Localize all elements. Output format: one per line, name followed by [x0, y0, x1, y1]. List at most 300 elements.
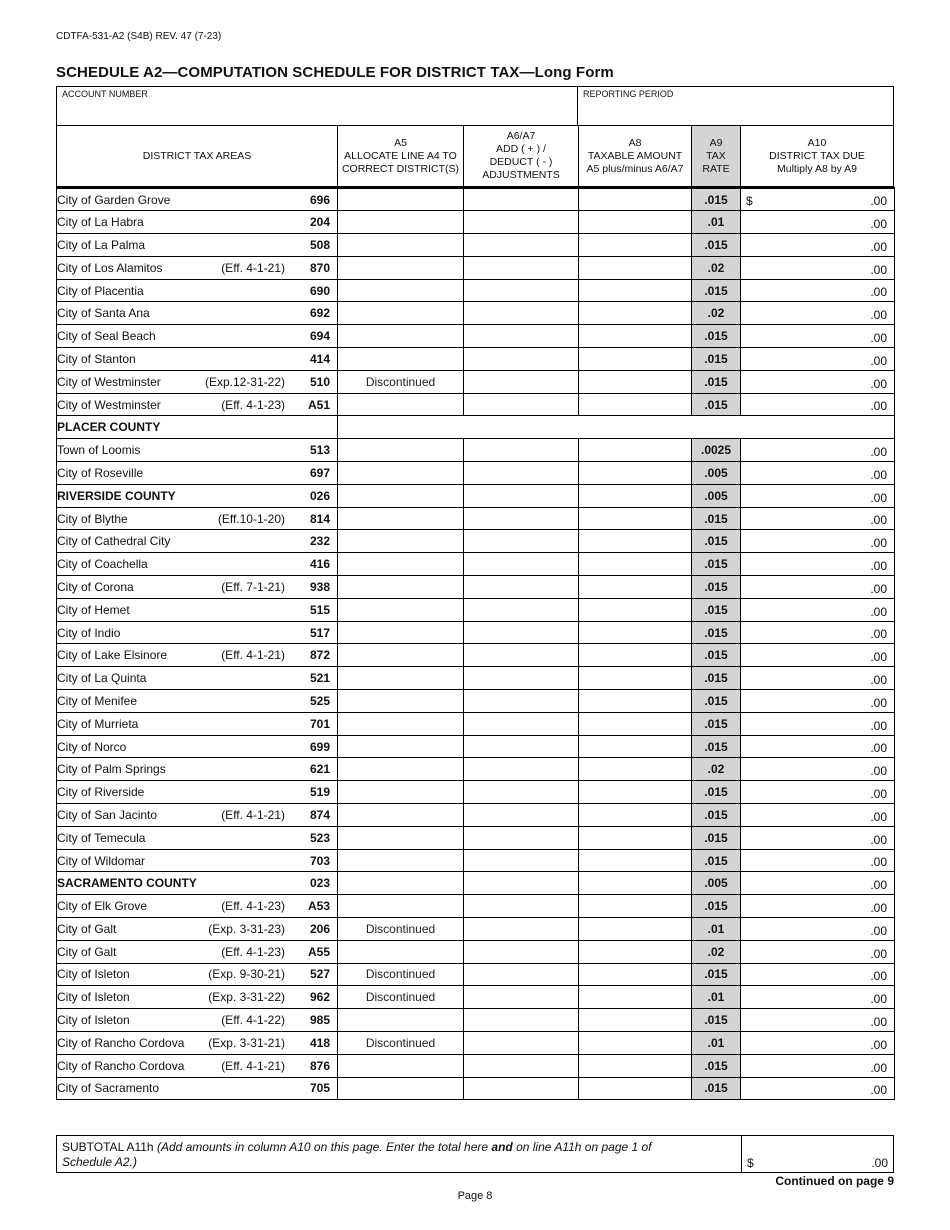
a5-cell[interactable]: Discontinued — [338, 986, 464, 1009]
col-header-areas: DISTRICT TAX AREAS — [56, 125, 338, 187]
a5-cell[interactable] — [338, 1054, 464, 1077]
a8-cell[interactable] — [579, 1054, 692, 1077]
tax-rate: .02 — [692, 302, 741, 325]
district-code: 874 — [309, 807, 330, 822]
tax-rate: .015 — [692, 644, 741, 667]
a10-cell[interactable] — [741, 712, 895, 735]
a5-cell[interactable]: Discontinued — [338, 1031, 464, 1054]
a10-cell[interactable] — [741, 918, 895, 941]
a8-cell[interactable] — [579, 872, 692, 895]
subtotal-box — [56, 1135, 894, 1173]
a5-cell[interactable] — [338, 872, 464, 895]
a10-cell[interactable] — [741, 348, 895, 371]
district-name: City of Hemet — [57, 602, 130, 617]
a5-cell[interactable] — [338, 211, 464, 234]
table-row — [57, 1054, 895, 1077]
tax-rate: .015 — [692, 804, 741, 827]
a8-cell[interactable] — [579, 690, 692, 713]
district-tax-table — [56, 187, 895, 1100]
district-code: 621 — [309, 762, 330, 777]
a10-cell[interactable] — [741, 621, 895, 644]
a10-cell[interactable] — [741, 530, 895, 553]
a6a7-cell[interactable] — [464, 302, 579, 325]
a5-cell[interactable] — [338, 302, 464, 325]
table-row — [57, 963, 895, 986]
cents: .00 — [870, 741, 887, 756]
district-code: 876 — [309, 1058, 330, 1073]
district-name-cell — [57, 553, 338, 576]
a8-cell[interactable] — [579, 370, 692, 393]
a10-cell[interactable] — [741, 644, 895, 667]
district-name-cell — [57, 256, 338, 279]
a10-cell[interactable] — [741, 598, 895, 621]
a6a7-cell[interactable] — [464, 484, 579, 507]
cents: .00 — [870, 673, 887, 688]
a5-cell[interactable]: Discontinued — [338, 370, 464, 393]
tax-rate: .005 — [692, 462, 741, 485]
table-row — [57, 621, 895, 644]
form-number: CDTFA-531-A2 (S4B) REV. 47 (7-23) — [56, 31, 222, 42]
table-row — [57, 895, 895, 918]
a10-cell[interactable] — [741, 1009, 895, 1032]
a10-cell[interactable] — [741, 690, 895, 713]
a8-cell[interactable] — [579, 325, 692, 348]
cents: .00 — [870, 239, 887, 254]
cents: .00 — [870, 285, 887, 300]
a10-cell[interactable] — [741, 484, 895, 507]
district-name: City of Seal Beach — [57, 329, 156, 344]
district-code: 414 — [309, 351, 330, 366]
a6a7-cell[interactable] — [464, 1077, 579, 1100]
tax-rate: .015 — [692, 735, 741, 758]
a5-cell[interactable] — [338, 644, 464, 667]
a5-cell[interactable] — [338, 940, 464, 963]
subtotal-amount-field[interactable] — [741, 1136, 895, 1173]
district-name: City of Norco — [57, 739, 127, 754]
a5-cell[interactable] — [338, 1009, 464, 1032]
district-name: City of Santa Ana — [57, 306, 150, 321]
table-row — [57, 234, 895, 257]
tax-rate: .01 — [692, 1031, 741, 1054]
a6a7-cell[interactable] — [464, 576, 579, 599]
district-code: 523 — [309, 830, 330, 845]
a10-cell[interactable] — [741, 986, 895, 1009]
a10-cell[interactable] — [741, 507, 895, 530]
table-row — [57, 1077, 895, 1100]
table-row — [57, 986, 895, 1009]
a10-cell[interactable] — [741, 963, 895, 986]
cents: .00 — [870, 969, 887, 984]
a10-cell[interactable] — [741, 1031, 895, 1054]
a6a7-cell[interactable] — [464, 507, 579, 530]
a8-cell[interactable] — [579, 348, 692, 371]
dollar-sign: $ — [746, 194, 753, 208]
district-code: 705 — [309, 1081, 330, 1096]
a5-cell[interactable] — [338, 279, 464, 302]
a10-cell[interactable] — [741, 826, 895, 849]
district-name-cell — [57, 1077, 338, 1100]
district-name: City of Los Alamitos — [57, 260, 163, 275]
table-row — [57, 735, 895, 758]
a6a7-cell[interactable] — [464, 895, 579, 918]
cents: .00 — [870, 650, 887, 665]
district-name: City of Elk Grove — [57, 899, 148, 914]
a8-cell[interactable] — [579, 393, 692, 416]
district-name: City of Galt — [57, 921, 117, 936]
table-row — [57, 393, 895, 416]
a8-cell[interactable] — [579, 188, 692, 211]
district-name: City of Placentia — [57, 283, 144, 298]
district-name: City of La Quinta — [57, 671, 147, 686]
a8-cell[interactable] — [579, 553, 692, 576]
a6a7-cell[interactable] — [464, 667, 579, 690]
district-name-cell — [57, 849, 338, 872]
cents: .00 — [870, 308, 887, 323]
a10-cell[interactable] — [741, 804, 895, 827]
a8-cell[interactable] — [579, 302, 692, 325]
a5-cell[interactable] — [338, 667, 464, 690]
district-name: City of Westminster — [57, 374, 161, 389]
district-name-cell — [57, 940, 338, 963]
a5-cell[interactable] — [338, 530, 464, 553]
table-row — [57, 256, 895, 279]
section-row — [57, 872, 895, 895]
district-name-cell — [57, 484, 338, 507]
tax-rate: .015 — [692, 530, 741, 553]
a8-cell[interactable] — [579, 598, 692, 621]
district-code: 690 — [309, 283, 330, 298]
cents: .00 — [870, 376, 887, 391]
a6a7-cell[interactable] — [464, 826, 579, 849]
effective-date: (Exp. 9-30-21) — [208, 967, 285, 982]
a8-cell[interactable] — [579, 507, 692, 530]
a5-cell[interactable] — [338, 439, 464, 462]
tax-rate: .015 — [692, 393, 741, 416]
a8-cell[interactable] — [579, 804, 692, 827]
district-name-cell — [57, 507, 338, 530]
district-code: 938 — [309, 579, 330, 594]
district-name-cell — [57, 439, 338, 462]
a5-cell[interactable] — [338, 598, 464, 621]
district-name-cell — [57, 302, 338, 325]
a5-cell[interactable] — [338, 462, 464, 485]
a6a7-cell[interactable] — [464, 758, 579, 781]
cents: .00 — [870, 1037, 887, 1052]
district-name-cell — [57, 690, 338, 713]
tax-rate: .015 — [692, 598, 741, 621]
a8-cell[interactable] — [579, 781, 692, 804]
a10-cell[interactable] — [741, 302, 895, 325]
a8-cell[interactable] — [579, 256, 692, 279]
district-code: 206 — [309, 921, 330, 936]
a6a7-cell[interactable] — [464, 872, 579, 895]
district-code: 026 — [309, 488, 330, 503]
table-row — [57, 439, 895, 462]
cents: .00 — [870, 513, 887, 528]
a10-cell[interactable] — [741, 211, 895, 234]
a8-cell[interactable] — [579, 1009, 692, 1032]
a5-cell[interactable] — [338, 621, 464, 644]
effective-date: (Eff. 4-1-23) — [221, 944, 285, 959]
a5-cell[interactable] — [338, 690, 464, 713]
cents: .00 — [870, 1083, 887, 1098]
district-name-cell — [57, 462, 338, 485]
a8-cell[interactable] — [579, 735, 692, 758]
a6a7-cell[interactable] — [464, 849, 579, 872]
table-row — [57, 940, 895, 963]
cents: .00 — [870, 923, 887, 938]
continued-note: Continued on page 9 — [775, 1174, 894, 1188]
a6a7-cell[interactable] — [464, 963, 579, 986]
a6a7-cell[interactable] — [464, 621, 579, 644]
a5-cell[interactable] — [338, 781, 464, 804]
a6a7-cell[interactable] — [464, 188, 579, 211]
a5-cell[interactable] — [338, 393, 464, 416]
cents: .00 — [870, 718, 887, 733]
subtotal-dollar-sign: $ — [747, 1156, 754, 1170]
a10-cell[interactable] — [741, 940, 895, 963]
a8-cell[interactable] — [579, 530, 692, 553]
table-row — [57, 507, 895, 530]
tax-rate: .015 — [692, 234, 741, 257]
a8-cell[interactable] — [579, 279, 692, 302]
table-row — [57, 644, 895, 667]
district-code: 697 — [309, 465, 330, 480]
a8-cell[interactable] — [579, 1077, 692, 1100]
district-code: 696 — [309, 192, 330, 207]
district-code: 232 — [309, 534, 330, 549]
a6a7-cell[interactable] — [464, 1009, 579, 1032]
a8-cell[interactable] — [579, 963, 692, 986]
a8-cell[interactable] — [579, 849, 692, 872]
district-code: 701 — [309, 716, 330, 731]
district-name: City of Temecula — [57, 830, 146, 845]
district-code: 699 — [309, 739, 330, 754]
a10-cell[interactable] — [741, 325, 895, 348]
a6a7-cell[interactable] — [464, 781, 579, 804]
col-header-a5: A5 ALLOCATE LINE A4 TO CORRECT DISTRICT(S) — [337, 125, 464, 187]
a5-cell[interactable] — [338, 895, 464, 918]
a5-cell[interactable] — [338, 735, 464, 758]
a6a7-cell[interactable] — [464, 1054, 579, 1077]
a6a7-cell[interactable] — [464, 279, 579, 302]
a6a7-cell[interactable] — [464, 393, 579, 416]
table-row — [57, 849, 895, 872]
tax-rate: .015 — [692, 781, 741, 804]
a10-cell[interactable] — [741, 439, 895, 462]
a10-cell[interactable] — [741, 872, 895, 895]
a5-cell[interactable] — [338, 348, 464, 371]
tax-rate: .015 — [692, 1009, 741, 1032]
district-code: A55 — [307, 944, 330, 959]
a10-cell[interactable] — [741, 234, 895, 257]
district-name-cell — [57, 279, 338, 302]
a10-cell[interactable] — [741, 1054, 895, 1077]
district-name-cell — [57, 234, 338, 257]
a6a7-cell[interactable] — [464, 644, 579, 667]
a10-cell[interactable] — [741, 1077, 895, 1100]
a8-cell[interactable] — [579, 211, 692, 234]
district-name-cell — [57, 895, 338, 918]
a8-cell[interactable] — [579, 234, 692, 257]
a8-cell[interactable] — [579, 986, 692, 1009]
effective-date: (Eff. 4-1-22) — [221, 1013, 285, 1028]
a10-cell[interactable] — [741, 667, 895, 690]
a5-cell[interactable]: Discontinued — [338, 918, 464, 941]
a8-cell[interactable] — [579, 712, 692, 735]
table-row — [57, 1009, 895, 1032]
cents: .00 — [870, 559, 887, 574]
effective-date: (Exp.12-31-22) — [204, 374, 285, 389]
a6a7-cell[interactable] — [464, 530, 579, 553]
district-name-cell — [57, 804, 338, 827]
district-name: City of Indio — [57, 625, 121, 640]
a6a7-cell[interactable] — [464, 986, 579, 1009]
tax-rate: .015 — [692, 1054, 741, 1077]
a5-cell[interactable] — [338, 849, 464, 872]
cents: .00 — [870, 536, 887, 551]
a6a7-cell[interactable] — [464, 370, 579, 393]
a5-cell[interactable] — [338, 712, 464, 735]
section-heading: PLACER COUNTY — [57, 416, 338, 439]
section-row — [57, 416, 895, 439]
a5-cell[interactable] — [338, 576, 464, 599]
cents: .00 — [870, 764, 887, 779]
a5-cell[interactable] — [338, 484, 464, 507]
a10-cell[interactable] — [741, 849, 895, 872]
cents: .00 — [870, 399, 887, 414]
account-number-label: ACCOUNT NUMBER — [62, 89, 148, 99]
a8-cell[interactable] — [579, 918, 692, 941]
a5-cell[interactable] — [338, 256, 464, 279]
reporting-period-field[interactable] — [577, 86, 894, 126]
col-header-a8: A8 TAXABLE AMOUNT A5 plus/minus A6/A7 — [578, 125, 692, 187]
a10-cell[interactable] — [741, 781, 895, 804]
a8-cell[interactable] — [579, 576, 692, 599]
a6a7-cell[interactable] — [464, 712, 579, 735]
a6a7-cell[interactable] — [464, 439, 579, 462]
a6a7-cell[interactable] — [464, 211, 579, 234]
a5-cell[interactable] — [338, 325, 464, 348]
district-name: City of Isleton — [57, 1013, 130, 1028]
district-name: City of Riverside — [57, 785, 145, 800]
a8-cell[interactable] — [579, 1031, 692, 1054]
page-number: Page 8 — [457, 1190, 493, 1202]
a8-cell[interactable] — [579, 462, 692, 485]
a6a7-cell[interactable] — [464, 234, 579, 257]
a8-cell[interactable] — [579, 826, 692, 849]
a5-cell[interactable] — [338, 188, 464, 211]
a8-cell[interactable] — [579, 940, 692, 963]
cents: .00 — [870, 262, 887, 277]
a8-cell[interactable] — [579, 621, 692, 644]
a8-cell[interactable] — [579, 484, 692, 507]
a8-cell[interactable] — [579, 644, 692, 667]
a6a7-cell[interactable] — [464, 940, 579, 963]
table-row — [57, 690, 895, 713]
a5-cell[interactable] — [338, 553, 464, 576]
district-name: RIVERSIDE COUNTY — [57, 488, 176, 503]
a8-cell[interactable] — [579, 439, 692, 462]
district-name: City of La Habra — [57, 215, 144, 230]
district-name-cell — [57, 781, 338, 804]
a5-cell[interactable] — [338, 1077, 464, 1100]
a6a7-cell[interactable] — [464, 690, 579, 713]
a8-cell[interactable] — [579, 667, 692, 690]
table-row — [57, 712, 895, 735]
district-code: 703 — [309, 853, 330, 868]
district-name: City of Palm Springs — [57, 762, 166, 777]
a6a7-cell[interactable] — [464, 553, 579, 576]
a6a7-cell[interactable] — [464, 1031, 579, 1054]
district-name-cell — [57, 872, 338, 895]
a10-cell[interactable] — [741, 758, 895, 781]
a5-cell[interactable] — [338, 758, 464, 781]
a10-cell[interactable] — [741, 279, 895, 302]
a10-cell[interactable] — [741, 462, 895, 485]
a5-cell[interactable] — [338, 507, 464, 530]
table-row — [57, 325, 895, 348]
a6a7-cell[interactable] — [464, 735, 579, 758]
a6a7-cell[interactable] — [464, 918, 579, 941]
a6a7-cell[interactable] — [464, 598, 579, 621]
a10-cell[interactable] — [741, 256, 895, 279]
effective-date: (Eff. 7-1-21) — [221, 579, 285, 594]
a10-cell[interactable] — [741, 576, 895, 599]
district-name-cell — [57, 530, 338, 553]
table-row — [57, 553, 895, 576]
a10-cell[interactable] — [741, 735, 895, 758]
a8-cell[interactable] — [579, 895, 692, 918]
district-name-cell — [57, 348, 338, 371]
district-name-cell — [57, 211, 338, 234]
cents: .00 — [870, 832, 887, 847]
a5-cell[interactable] — [338, 804, 464, 827]
a10-cell[interactable] — [741, 188, 895, 211]
a6a7-cell[interactable] — [464, 348, 579, 371]
a10-cell[interactable] — [741, 553, 895, 576]
account-number-field[interactable] — [56, 86, 578, 126]
effective-date: (Eff. 4-1-23) — [221, 899, 285, 914]
tax-rate: .015 — [692, 895, 741, 918]
district-code: 872 — [309, 648, 330, 663]
tax-rate: .015 — [692, 507, 741, 530]
a8-cell[interactable] — [579, 758, 692, 781]
district-code: 694 — [309, 329, 330, 344]
page-title: SCHEDULE A2—COMPUTATION SCHEDULE FOR DISTRICT TAX—Long Form — [56, 64, 614, 81]
a6a7-cell[interactable] — [464, 325, 579, 348]
a10-cell[interactable] — [741, 895, 895, 918]
a5-cell[interactable]: Discontinued — [338, 963, 464, 986]
tax-rate: .015 — [692, 849, 741, 872]
table-row — [57, 462, 895, 485]
a6a7-cell[interactable] — [464, 804, 579, 827]
effective-date: (Exp. 3-31-23) — [208, 921, 285, 936]
district-name: City of Blythe — [57, 511, 128, 526]
district-name: SACRAMENTO COUNTY — [57, 876, 197, 891]
tax-rate: .005 — [692, 872, 741, 895]
tax-rate: .015 — [692, 279, 741, 302]
a6a7-cell[interactable] — [464, 462, 579, 485]
a5-cell[interactable] — [338, 826, 464, 849]
a10-cell[interactable] — [741, 393, 895, 416]
a5-cell[interactable] — [338, 234, 464, 257]
a6a7-cell[interactable] — [464, 256, 579, 279]
district-code: 985 — [309, 1013, 330, 1028]
district-code: 508 — [309, 237, 330, 252]
a10-cell[interactable] — [741, 370, 895, 393]
district-name-cell — [57, 325, 338, 348]
